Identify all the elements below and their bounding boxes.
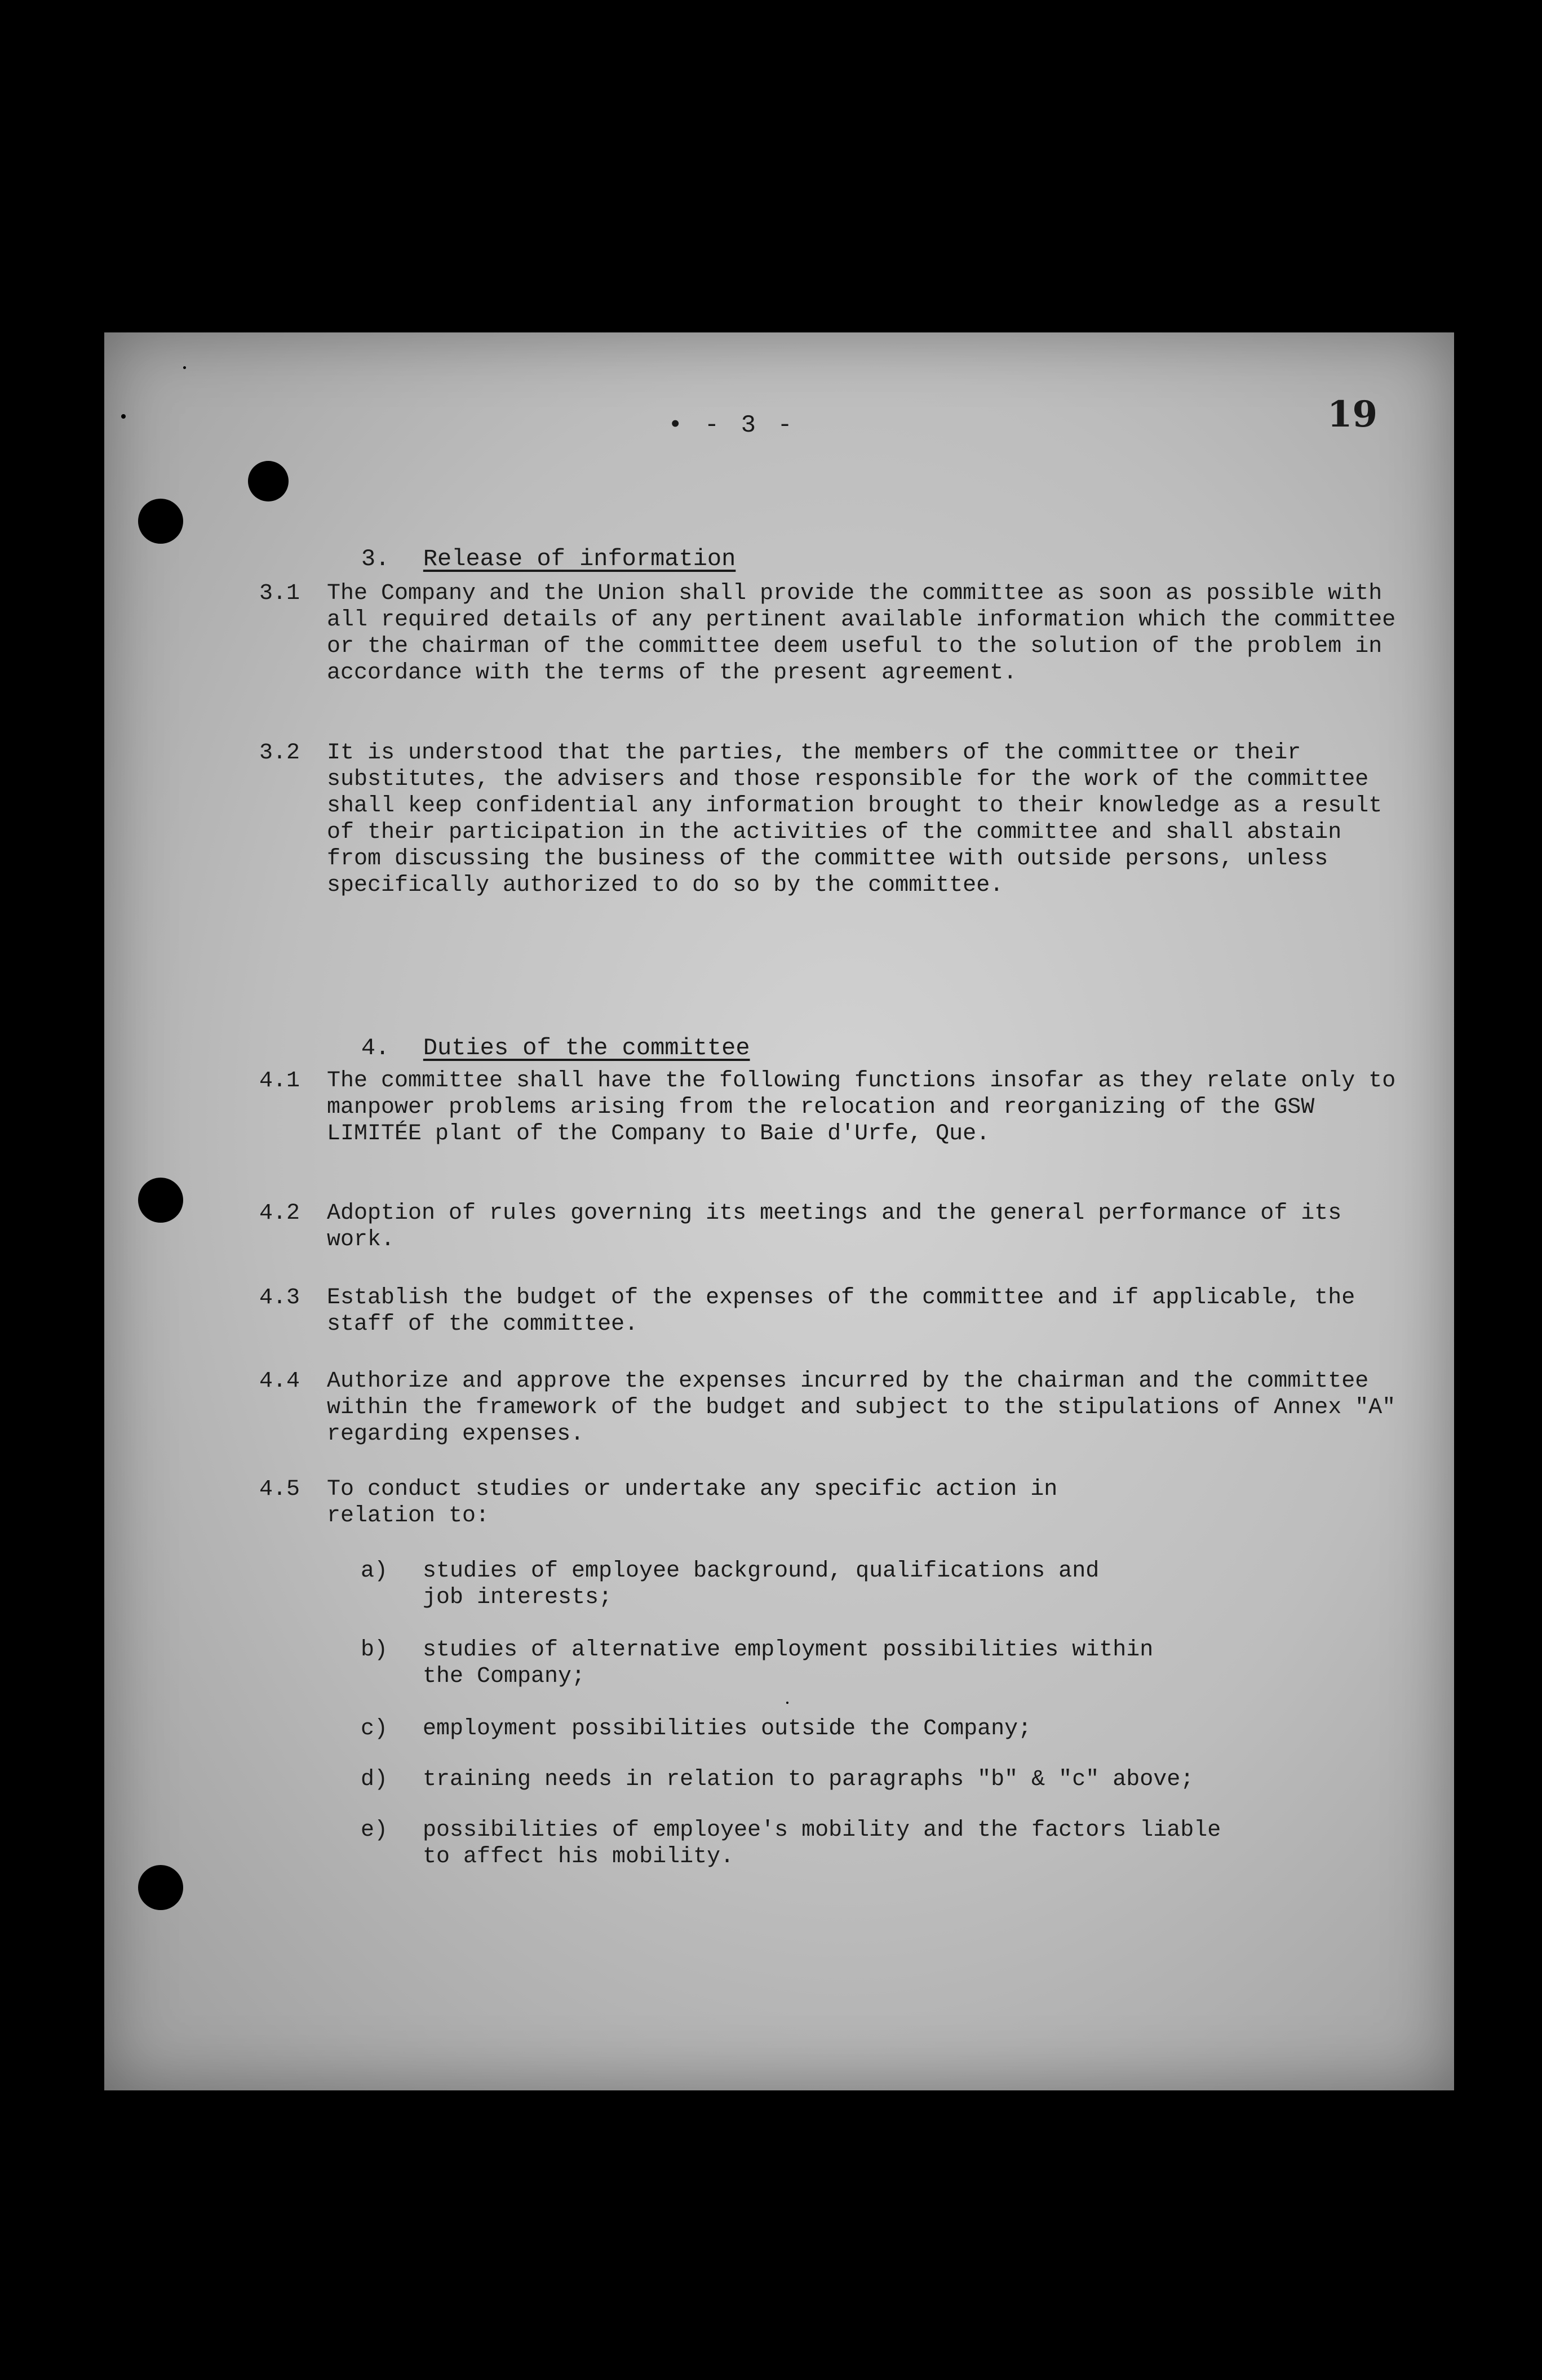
paragraph-text: Establish the budget of the expenses of the committee and if applicable, the staff of the committee. bbox=[327, 1285, 1355, 1337]
scan-speck bbox=[6, 2119, 9, 2124]
list-item-letter: b) bbox=[361, 1637, 388, 1663]
paragraph-number: 3.1 bbox=[259, 581, 300, 606]
punch-hole-middle bbox=[138, 1178, 183, 1223]
paragraph-text: Adoption of rules governing its meetings and the general performance of its work. bbox=[327, 1201, 1342, 1253]
list-item bbox=[361, 1716, 1324, 1742]
section-number: 4. bbox=[361, 1034, 390, 1062]
paragraph-text: To conduct studies or undertake any specific action in relation to: bbox=[327, 1477, 1058, 1529]
list-item-letter: d) bbox=[361, 1767, 388, 1792]
paragraph-text: Authorize and approve the expenses incurred by the chairman and the committee within the framework of the budget and subject to the stipulations of Annex "A" regarding expenses. bbox=[327, 1369, 1396, 1447]
section-number: 3. bbox=[361, 545, 390, 572]
paragraph-number: 4.2 bbox=[259, 1201, 300, 1226]
list-item bbox=[361, 1817, 1223, 1870]
folio-number: 19 bbox=[1327, 393, 1378, 436]
paragraph-text: The committee shall have the following functions insofar as they relate only to manpower problems arising from the relocation and reorganizing of the GSW LIMITÉE plant of the Company to Baie d'Urfe, Que. bbox=[327, 1068, 1396, 1147]
list-item-text: studies of alternative employment possibilities within the Company; bbox=[423, 1637, 1154, 1689]
scan-speck bbox=[121, 414, 126, 419]
list-item-letter: c) bbox=[361, 1716, 388, 1742]
list-item-text: training needs in relation to paragraphs "b" & "c" above; bbox=[423, 1767, 1194, 1792]
list-item-letter: e) bbox=[361, 1818, 388, 1843]
paragraph bbox=[259, 1068, 1398, 1147]
paragraph bbox=[259, 740, 1398, 899]
paragraph bbox=[259, 1368, 1398, 1447]
document-page bbox=[104, 332, 1454, 2090]
paragraph-number: 4.5 bbox=[259, 1477, 300, 1502]
paragraph bbox=[259, 580, 1398, 686]
punch-hole-top-left bbox=[138, 499, 183, 544]
paragraph-number: 4.4 bbox=[259, 1369, 300, 1394]
paragraph bbox=[259, 1200, 1398, 1253]
paragraph-number: 4.1 bbox=[259, 1068, 300, 1094]
list-item bbox=[361, 1766, 1324, 1793]
scan-speck bbox=[786, 1702, 788, 1704]
paragraph bbox=[259, 1476, 1116, 1529]
list-item-text: employment possibilities outside the Company; bbox=[423, 1716, 1032, 1742]
paragraph-text: It is understood that the parties, the members of the committee or their substitutes, the advisers and those responsible for the work of the committee shall keep confidential any information brought to their knowledge as a result of their participation in the activities of the committee and shall abstain from discussing the business of the committee with outside persons, unless specifically authorized to do so by the committee. bbox=[327, 740, 1383, 898]
list-item-text: studies of employee background, qualifications and job interests; bbox=[423, 1558, 1100, 1610]
list-item bbox=[361, 1558, 1127, 1611]
section-title: Duties of the committee bbox=[423, 1034, 750, 1062]
scan-speck bbox=[183, 366, 186, 369]
list-item-letter: a) bbox=[361, 1558, 388, 1584]
section-title: Release of information bbox=[423, 545, 736, 572]
paragraph-text: The Company and the Union shall provide the committee as soon as possible with all required details of any pertinent available information which the committee or the chairman of the committee deem useful to the solution of the problem in accordance with the terms of the present agreement. bbox=[327, 581, 1396, 686]
page-marker: • - 3 - bbox=[668, 411, 796, 439]
paragraph-number: 3.2 bbox=[259, 740, 300, 766]
punch-hole-bottom bbox=[138, 1865, 183, 1910]
paragraph-number: 4.3 bbox=[259, 1285, 300, 1311]
paragraph bbox=[259, 1285, 1398, 1338]
punch-hole-top-inner bbox=[248, 461, 289, 501]
list-item bbox=[361, 1637, 1184, 1690]
list-item-text: possibilities of employee's mobility and the factors liable to affect his mobility. bbox=[423, 1818, 1221, 1870]
